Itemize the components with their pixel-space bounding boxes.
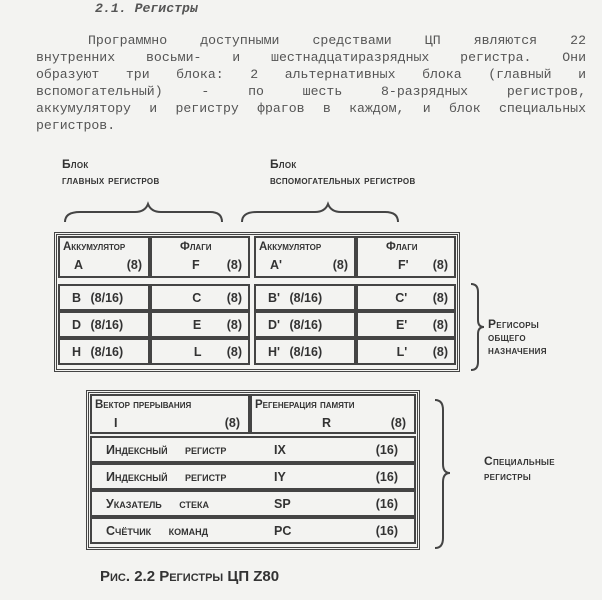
register-bits: (8)	[390, 416, 406, 430]
register-row	[90, 436, 416, 463]
register-cell	[150, 311, 250, 338]
register-bits: (16)	[375, 524, 398, 538]
register-cell	[58, 338, 150, 365]
register-value: D (8/16)	[72, 318, 124, 332]
register-name: Аккумулятор	[259, 241, 322, 253]
register-id: IX	[274, 443, 286, 457]
register-id: SP	[274, 497, 291, 511]
register-id: F'	[398, 258, 409, 272]
register-cell	[356, 284, 456, 311]
label-line: Специальные	[484, 454, 555, 468]
register-bits: (8)	[224, 416, 240, 430]
label-line: Блок	[270, 157, 297, 171]
register-name: Счётчик команд	[106, 524, 209, 538]
section-title: 2.1. Регистры	[95, 1, 198, 16]
register-name: Индексный регистр	[106, 443, 227, 457]
register-value: E' (8)	[395, 318, 448, 332]
horizontal-braces	[60, 200, 410, 226]
register-cell	[250, 394, 416, 434]
register-value: D' (8/16)	[268, 318, 323, 332]
register-value: H' (8/16)	[268, 345, 323, 359]
general-purpose-label	[488, 318, 547, 357]
label-line: общего	[488, 330, 526, 344]
register-row	[90, 490, 416, 517]
alt-block-label	[270, 156, 416, 188]
paragraph-line: аккумулятору и регистру фрагов в каждом, и блок специальных	[36, 101, 586, 116]
register-value: C' (8)	[395, 291, 448, 305]
register-id: R	[322, 416, 332, 430]
register-value: L (8)	[193, 345, 242, 359]
register-bits: (16)	[375, 443, 398, 457]
register-row	[90, 517, 416, 544]
register-cell	[150, 236, 250, 278]
figure-caption: Рис. 2.2 Регистры ЦП Z80	[100, 568, 280, 585]
register-value: B (8/16)	[72, 291, 124, 305]
register-cell	[150, 338, 250, 365]
special-registers-label	[484, 454, 555, 484]
register-id: PC	[274, 524, 292, 538]
right-brace-icon	[432, 398, 454, 550]
register-value: H (8/16)	[72, 345, 124, 359]
register-cell	[356, 338, 456, 365]
register-name: Регенерация памяти	[255, 399, 355, 411]
register-id: A	[74, 258, 84, 272]
register-bits: (8)	[332, 258, 348, 272]
paragraph-line: образуют три блока: 2 альтернативных блока (главный и	[36, 67, 586, 82]
register-id: IY	[274, 470, 286, 484]
register-cell	[58, 236, 150, 278]
paragraph-line: Программно доступными средствами ЦП являются 22	[88, 33, 586, 48]
register-value: E (8)	[192, 318, 242, 332]
register-bits: (8)	[432, 258, 448, 272]
register-value: L' (8)	[396, 345, 448, 359]
register-cell	[254, 311, 356, 338]
register-row	[90, 463, 416, 490]
register-cell	[356, 311, 456, 338]
register-name: Индексный регистр	[106, 470, 227, 484]
register-cell	[58, 311, 150, 338]
label-line: Регисоры	[488, 317, 539, 331]
paragraph-line: внутренних восьми- и шестнадцатиразрядных регистра. Они	[36, 50, 586, 65]
paragraph-line: вспомогательный) - по шесть 8-разрядных регистров,	[36, 84, 586, 99]
register-name: Указатель стека	[106, 497, 209, 511]
register-value: B' (8/16)	[268, 291, 323, 305]
label-line: назначения	[488, 343, 547, 357]
register-cell	[58, 284, 150, 311]
label-line: Блок	[62, 157, 89, 171]
register-cell	[356, 236, 456, 278]
label-line: вспомогательных регистров	[270, 173, 416, 187]
register-name: Вектор прерывания	[95, 399, 192, 411]
register-bits: (16)	[375, 470, 398, 484]
register-value: C (8)	[192, 291, 242, 305]
register-id: F	[192, 258, 200, 272]
register-id: I	[114, 416, 118, 430]
register-id: A'	[270, 258, 282, 272]
register-name: Аккумулятор	[63, 241, 126, 253]
register-name: Флаги	[386, 241, 418, 253]
register-bits: (16)	[375, 497, 398, 511]
register-cell	[150, 284, 250, 311]
register-cell	[254, 338, 356, 365]
right-brace-icon	[468, 282, 488, 372]
register-cell	[254, 284, 356, 311]
register-name: Флаги	[180, 241, 212, 253]
register-bits: (8)	[126, 258, 142, 272]
main-block-label	[62, 156, 160, 188]
register-cell	[254, 236, 356, 278]
label-line: главных регистров	[62, 173, 160, 187]
register-cell	[90, 394, 250, 434]
label-line: регистры	[484, 469, 531, 483]
paragraph-line: регистров.	[36, 118, 116, 133]
register-bits: (8)	[226, 258, 242, 272]
